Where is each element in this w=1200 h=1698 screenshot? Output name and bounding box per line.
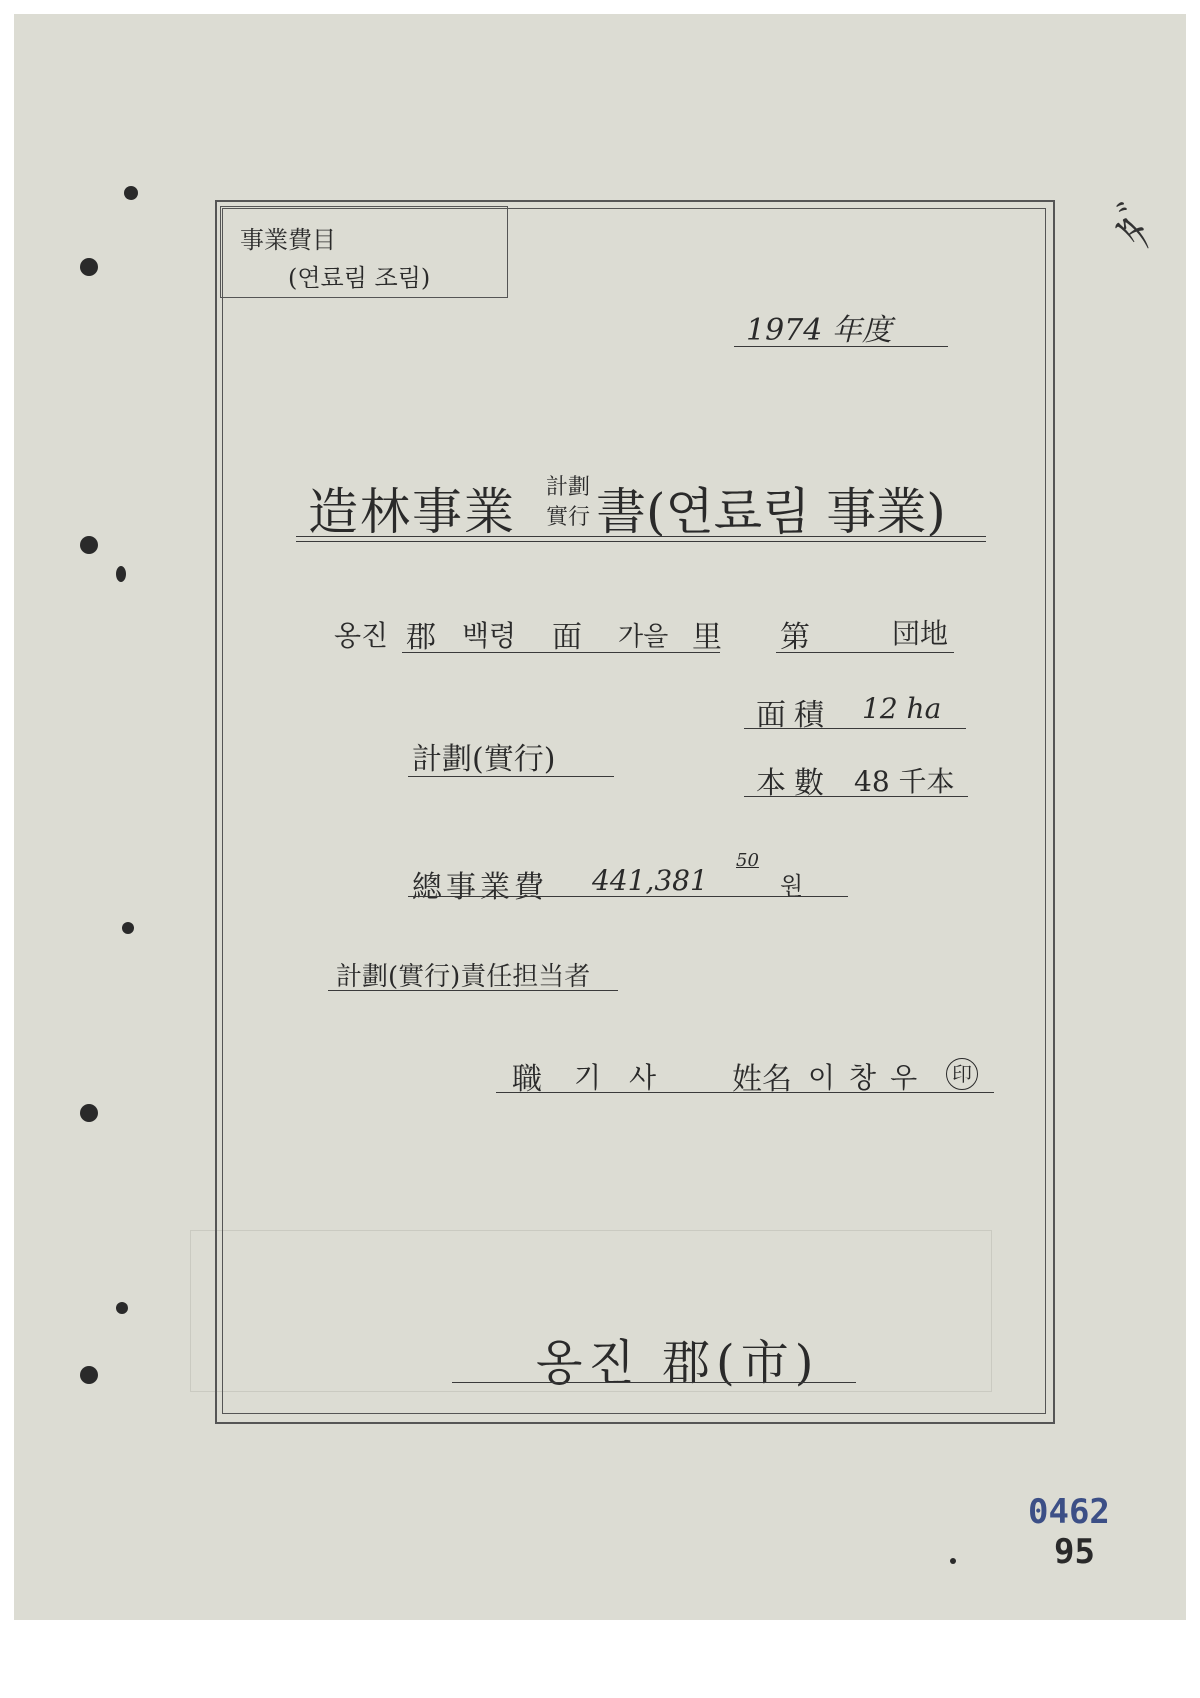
seal-mark: 印 xyxy=(946,1058,978,1090)
total-cost-underline xyxy=(408,896,848,897)
position-label: 職 xyxy=(512,1062,542,1097)
punch-hole xyxy=(124,186,138,200)
document-title-main: 造林事業 xyxy=(308,483,516,541)
plan-execution-label: 計劃(實行) xyxy=(412,742,556,777)
location-county-unit: 郡 xyxy=(406,620,436,655)
person-underline xyxy=(496,1092,994,1093)
total-cost-unit: 원 xyxy=(780,872,804,900)
title-underline xyxy=(296,536,986,537)
footer-county: 옹진 郡(市) xyxy=(536,1335,820,1391)
document-title-small-top: 計劃 xyxy=(546,475,591,500)
document-title-suffix: 書(연료림 事業) xyxy=(596,483,946,541)
location-village: 가을 xyxy=(618,622,669,652)
location-section-suffix: 団地 xyxy=(892,617,949,650)
location-section-prefix: 第 xyxy=(780,620,810,655)
archive-number-bottom: 95 xyxy=(1054,1532,1095,1572)
name-label: 姓名 xyxy=(732,1062,792,1097)
budget-category-label: 事業費目 xyxy=(240,226,336,254)
fiscal-year: 1974 年度 xyxy=(746,313,892,348)
punch-hole xyxy=(80,1366,98,1384)
fiscal-year-underline xyxy=(734,346,948,347)
punch-hole xyxy=(80,258,98,276)
title-underline-double xyxy=(296,541,986,542)
punch-hole xyxy=(80,536,98,554)
archive-number-top: 0462 xyxy=(1028,1492,1110,1532)
area-label: 面積 xyxy=(756,698,832,733)
punch-hole xyxy=(80,1104,98,1122)
document-title-small-bottom: 實行 xyxy=(546,505,591,530)
punch-hole xyxy=(122,922,134,934)
punch-hole xyxy=(116,566,126,582)
area-underline xyxy=(744,728,966,729)
total-cost-cents: 50 xyxy=(736,850,759,871)
total-cost-label: 總事業費 xyxy=(412,870,548,905)
position-value: 기사 xyxy=(574,1061,685,1094)
margin-initial-mark: ﾀﾞ xyxy=(1106,198,1165,251)
location-underline xyxy=(402,652,720,653)
tree-count-label: 本數 xyxy=(756,766,832,801)
budget-category-value: (연료림 조림) xyxy=(288,264,431,292)
location-village-unit: 里 xyxy=(692,620,722,655)
responsible-person-label: 計劃(實行)責任担当者 xyxy=(336,962,591,992)
location-county: 옹진 xyxy=(334,619,389,652)
punch-hole xyxy=(116,1302,128,1314)
location-township: 백령 xyxy=(462,619,517,652)
stamp-dot xyxy=(950,1558,956,1564)
location-township-unit: 面 xyxy=(552,620,582,655)
total-cost-amount: 441,381 xyxy=(592,864,708,897)
area-value: 12 ha xyxy=(862,692,942,725)
tree-count-underline xyxy=(744,796,968,797)
name-value: 이창우 xyxy=(808,1061,932,1094)
tree-count-value: 48 千本 xyxy=(854,765,955,798)
section-underline xyxy=(776,652,954,653)
responsible-person-underline xyxy=(328,990,618,991)
document-inner-frame xyxy=(222,208,1046,1414)
plan-execution-underline xyxy=(408,776,614,777)
footer-county-underline xyxy=(452,1382,856,1383)
